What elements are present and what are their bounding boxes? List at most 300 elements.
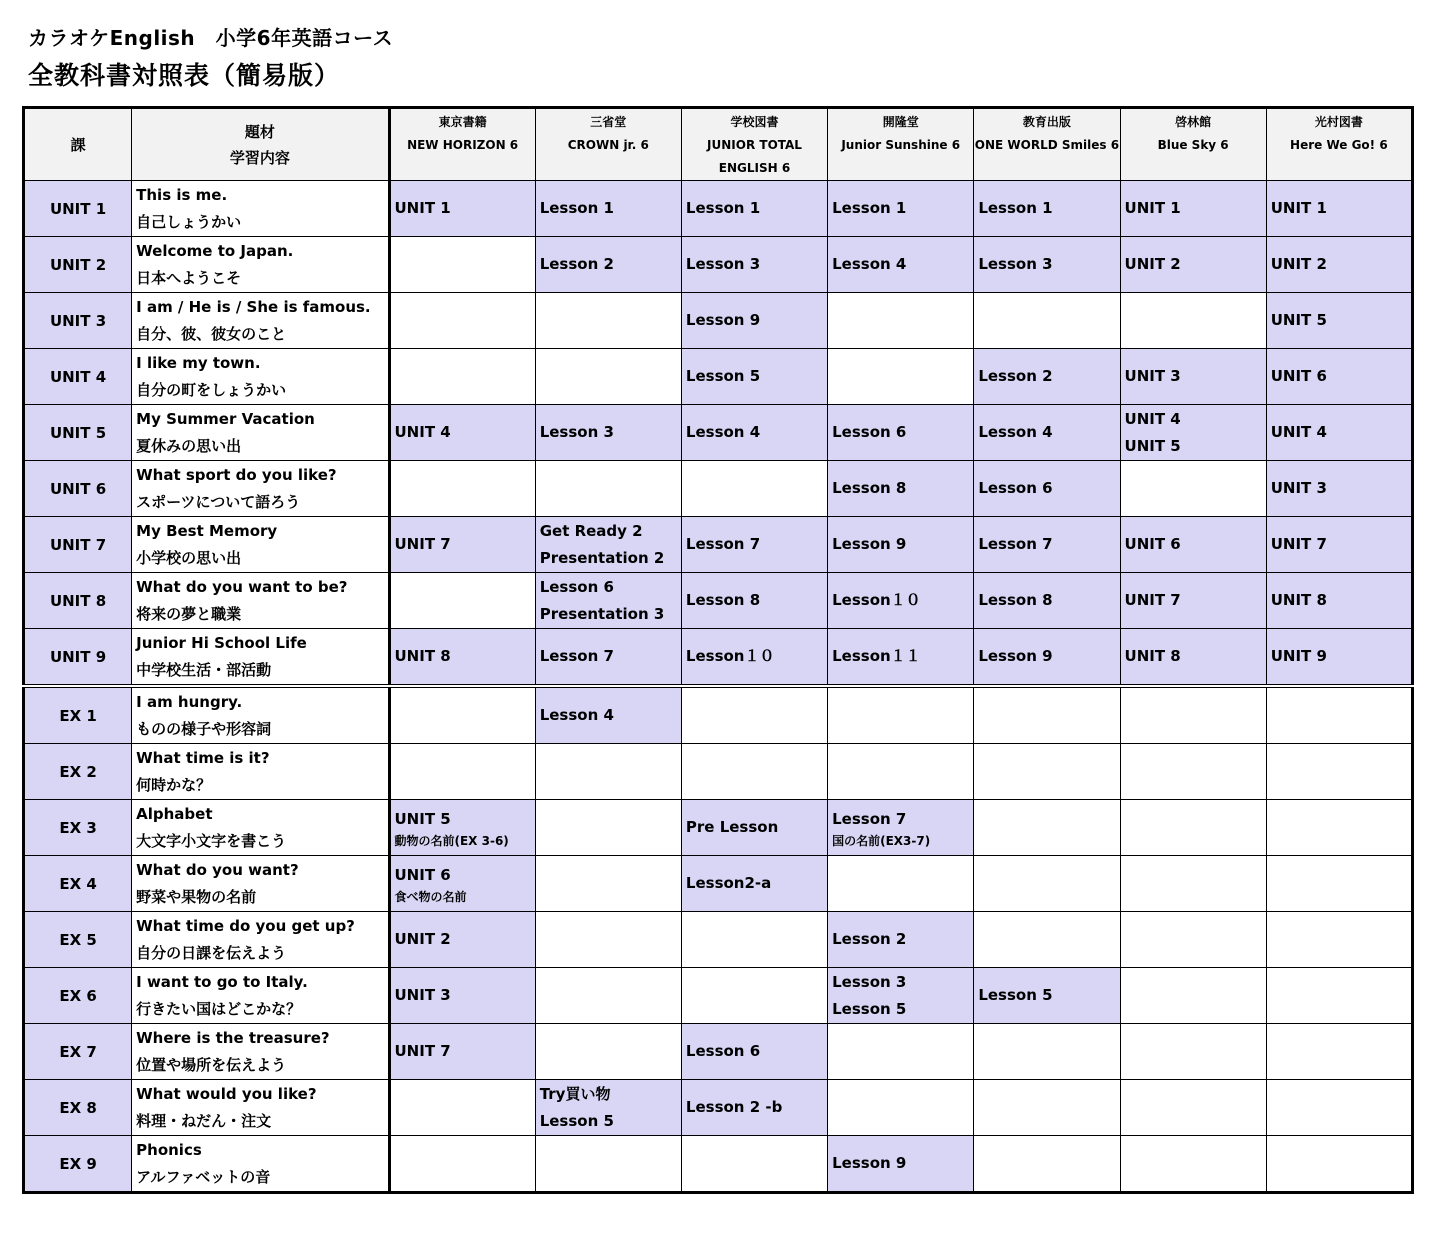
cell-lesson: Lesson 4	[832, 255, 907, 273]
cell-lesson: UNIT 6	[394, 865, 451, 884]
row-topic	[132, 1024, 389, 1080]
header-publisher: 開隆堂	[882, 115, 919, 129]
mapping-cell	[1266, 1080, 1412, 1136]
mapping-cell	[535, 461, 681, 517]
mapping-cell	[974, 800, 1120, 856]
mapping-cell	[828, 349, 974, 405]
mapping-cell	[974, 968, 1120, 1024]
row-unit-label: EX 4	[24, 856, 132, 912]
cell-lesson: Lesson 7	[685, 535, 761, 553]
header-book-title: JUNIOR TOTAL ENGLISH 6	[707, 138, 802, 175]
cell-lesson: UNIT 6	[1124, 535, 1181, 553]
mapping-cell	[535, 856, 681, 912]
row-unit-label: UNIT 2	[24, 237, 132, 293]
mapping-cell	[681, 237, 827, 293]
topic-japanese: ものの様子や形容詞	[136, 719, 272, 738]
cell-lesson: Lesson 3	[832, 972, 907, 991]
cell-lesson: UNIT 2	[1270, 255, 1327, 273]
header-book-title: ONE WORLD Smiles 6	[974, 138, 1120, 152]
mapping-cell	[1266, 968, 1412, 1024]
row-topic	[132, 461, 389, 517]
mapping-cell	[828, 1080, 974, 1136]
topic-japanese: 自分、彼、彼女のこと	[136, 324, 287, 343]
topic-japanese: 自己しょうかい	[136, 212, 242, 231]
topic-english: What sport do you like?	[136, 465, 337, 484]
topic-japanese: 何時かな？	[136, 775, 212, 794]
header-book-title: Here We Go! 6	[1290, 138, 1388, 152]
cell-lesson: UNIT 6	[1270, 367, 1327, 385]
mapping-cell	[1266, 1024, 1412, 1080]
header-book-title: Junior Sunshine 6	[841, 138, 961, 152]
mapping-cell	[389, 629, 535, 687]
mapping-cell	[828, 1136, 974, 1193]
mapping-cell	[389, 1136, 535, 1193]
mapping-cell	[974, 517, 1120, 573]
row-topic	[132, 856, 389, 912]
mapping-cell	[1266, 629, 1412, 687]
topic-english: My Best Memory	[136, 521, 278, 540]
cell-lesson: Lesson 6	[978, 479, 1053, 497]
topic-japanese: 夏休みの思い出	[136, 436, 242, 455]
row-topic	[132, 349, 389, 405]
mapping-cell	[681, 181, 827, 237]
table-row	[24, 293, 1413, 349]
table-row	[24, 517, 1413, 573]
cell-lesson: Lesson１０	[685, 647, 775, 665]
mapping-cell	[389, 912, 535, 968]
header-book-0	[389, 108, 535, 181]
mapping-cell	[828, 293, 974, 349]
mapping-cell	[1266, 912, 1412, 968]
row-topic	[132, 1080, 389, 1136]
cell-lesson: Lesson１０	[832, 591, 921, 609]
row-unit-label: UNIT 5	[24, 405, 132, 461]
mapping-cell	[1120, 629, 1266, 687]
row-topic	[132, 573, 389, 629]
cell-lesson: UNIT 2	[1124, 255, 1181, 273]
cell-lesson: Lesson 2	[832, 930, 907, 948]
table-row	[24, 573, 1413, 629]
cell-lesson: Lesson 1	[685, 199, 761, 217]
topic-english: I like my town.	[136, 353, 261, 372]
topic-english: My Summer Vacation	[136, 409, 315, 428]
row-topic	[132, 968, 389, 1024]
mapping-cell	[1266, 517, 1412, 573]
mapping-cell	[389, 293, 535, 349]
mapping-cell	[681, 1024, 827, 1080]
topic-japanese: 日本へようこそ	[136, 268, 242, 287]
header-book-2	[681, 108, 827, 181]
cell-lesson: UNIT 3	[1124, 367, 1181, 385]
topic-english: Welcome to Japan.	[136, 241, 294, 260]
cell-lesson: Lesson 2 -b	[685, 1098, 783, 1116]
mapping-cell	[681, 573, 827, 629]
cell-lesson: UNIT 3	[1270, 479, 1327, 497]
cell-lesson: Lesson 4	[539, 706, 614, 724]
cell-note: 食べ物の名前	[394, 889, 467, 904]
cell-lesson: Lesson 5	[685, 367, 761, 385]
mapping-cell	[535, 517, 681, 573]
mapping-cell	[389, 1080, 535, 1136]
topic-japanese: 料理・ねだん・注文	[136, 1111, 272, 1130]
mapping-cell	[681, 461, 827, 517]
mapping-cell	[535, 181, 681, 237]
cell-lesson: UNIT 5	[1124, 436, 1181, 455]
topic-japanese: 将来の夢と職業	[136, 604, 242, 623]
mapping-cell	[389, 237, 535, 293]
topic-japanese: 大文字小文字を書こう	[136, 831, 287, 850]
topic-english: Where is the treasure?	[136, 1028, 330, 1047]
mapping-cell	[389, 461, 535, 517]
mapping-cell	[389, 517, 535, 573]
cell-lesson: Lesson 3	[978, 255, 1053, 273]
topic-english: I am / He is / She is famous.	[136, 297, 371, 316]
cell-lesson: Presentation 2	[539, 548, 665, 567]
cell-lesson: Pre Lesson	[685, 818, 779, 836]
cell-lesson: UNIT 3	[394, 986, 451, 1004]
mapping-cell	[681, 968, 827, 1024]
cell-lesson: UNIT 5	[1270, 311, 1327, 329]
mapping-cell	[1266, 1136, 1412, 1193]
topic-english: What time do you get up?	[136, 916, 355, 935]
mapping-cell	[681, 405, 827, 461]
table-row	[24, 744, 1413, 800]
cell-lesson: UNIT 4	[1270, 423, 1327, 441]
header-book-1	[535, 108, 681, 181]
cell-note: 国の名前(EX3-7)	[832, 833, 931, 848]
row-unit-label: UNIT 8	[24, 573, 132, 629]
cell-lesson: Lesson 2	[539, 255, 614, 273]
topic-english: I want to go to Italy.	[136, 972, 308, 991]
row-topic	[132, 744, 389, 800]
mapping-cell	[681, 744, 827, 800]
mapping-cell	[535, 293, 681, 349]
mapping-cell	[389, 968, 535, 1024]
mapping-cell	[1120, 1024, 1266, 1080]
mapping-cell	[535, 1136, 681, 1193]
mapping-cell	[974, 1136, 1120, 1193]
topic-english: What do you want?	[136, 860, 299, 879]
mapping-cell	[828, 181, 974, 237]
mapping-cell	[535, 349, 681, 405]
mapping-cell	[1120, 293, 1266, 349]
table-row	[24, 800, 1413, 856]
mapping-cell	[828, 686, 974, 744]
page-subtitle: カラオケEnglish 小学6年英語コース	[28, 26, 394, 50]
mapping-cell	[681, 912, 827, 968]
topic-english: I am hungry.	[136, 692, 243, 711]
cell-lesson: Presentation 3	[539, 604, 665, 623]
mapping-cell	[974, 181, 1120, 237]
mapping-cell	[389, 744, 535, 800]
mapping-cell	[1120, 405, 1266, 461]
row-unit-label: EX 3	[24, 800, 132, 856]
cell-lesson: UNIT 1	[394, 199, 451, 217]
header-book-title: NEW HORIZON 6	[407, 138, 519, 152]
mapping-cell	[535, 629, 681, 687]
cell-lesson: UNIT 9	[1270, 647, 1327, 665]
topic-english: Alphabet	[136, 804, 213, 823]
topic-japanese: 野菜や果物の名前	[136, 887, 257, 906]
header-publisher: 三省堂	[590, 115, 627, 129]
row-unit-label: UNIT 3	[24, 293, 132, 349]
row-unit-label: EX 7	[24, 1024, 132, 1080]
mapping-cell	[1266, 686, 1412, 744]
header-publisher: 東京書籍	[438, 115, 487, 129]
row-topic	[132, 517, 389, 573]
row-topic	[132, 912, 389, 968]
cell-lesson: Lesson 4	[685, 423, 761, 441]
mapping-cell	[1266, 349, 1412, 405]
mapping-cell	[974, 405, 1120, 461]
mapping-cell	[681, 293, 827, 349]
cell-lesson: Lesson 8	[832, 479, 907, 497]
topic-japanese: スポーツについて語ろう	[136, 492, 301, 511]
table-row	[24, 237, 1413, 293]
header-book-4	[974, 108, 1120, 181]
row-unit-label: UNIT 9	[24, 629, 132, 687]
cell-lesson: Lesson 8	[685, 591, 761, 609]
cell-lesson: Lesson 9	[832, 1154, 907, 1172]
row-unit-label: EX 6	[24, 968, 132, 1024]
header-topic-line2: 学習内容	[229, 148, 290, 167]
mapping-cell	[681, 517, 827, 573]
cell-lesson: UNIT 5	[394, 809, 451, 828]
cell-lesson: Lesson 9	[832, 535, 907, 553]
cell-lesson: Lesson 6	[539, 577, 614, 596]
cell-lesson: UNIT 7	[1270, 535, 1327, 553]
table-row	[24, 968, 1413, 1024]
mapping-cell	[1266, 181, 1412, 237]
topic-english: What time is it?	[136, 748, 270, 767]
mapping-cell	[974, 686, 1120, 744]
cell-lesson: UNIT 1	[1270, 199, 1327, 217]
cell-lesson: UNIT 7	[1124, 591, 1181, 609]
cell-lesson: Get Ready 2	[539, 521, 643, 540]
table-row	[24, 686, 1413, 744]
topic-japanese: 小学校の思い出	[136, 548, 242, 567]
mapping-cell	[1266, 293, 1412, 349]
header-topic-line1: 題材	[244, 122, 275, 141]
cell-lesson: UNIT 8	[1270, 591, 1327, 609]
mapping-cell	[1266, 573, 1412, 629]
mapping-cell	[1120, 181, 1266, 237]
mapping-cell	[1266, 237, 1412, 293]
mapping-cell	[974, 912, 1120, 968]
cell-lesson: UNIT 4	[394, 423, 451, 441]
cell-note: 動物の名前(EX 3-6)	[394, 833, 509, 848]
mapping-cell	[974, 293, 1120, 349]
mapping-cell	[974, 744, 1120, 800]
row-topic	[132, 237, 389, 293]
mapping-cell	[1120, 744, 1266, 800]
row-unit-label: EX 5	[24, 912, 132, 968]
table-row	[24, 1024, 1413, 1080]
cell-lesson: Lesson 1	[539, 199, 614, 217]
cell-lesson: Lesson 5	[832, 999, 907, 1018]
mapping-cell	[389, 856, 535, 912]
mapping-cell	[828, 968, 974, 1024]
mapping-cell	[389, 800, 535, 856]
topic-japanese: 自分の町をしょうかい	[136, 380, 287, 399]
row-topic	[132, 181, 389, 237]
table-row	[24, 1136, 1413, 1193]
cell-lesson: Lesson 6	[685, 1042, 761, 1060]
cell-lesson: Lesson 5	[539, 1111, 614, 1130]
header-publisher: 学校図書	[730, 115, 779, 129]
mapping-cell	[1120, 686, 1266, 744]
cell-lesson: Lesson 7	[832, 809, 907, 828]
topic-japanese: 行きたい国はどこかな？	[136, 999, 302, 1018]
cell-lesson: Lesson 6	[832, 423, 907, 441]
row-unit-label: UNIT 1	[24, 181, 132, 237]
row-unit-label: EX 9	[24, 1136, 132, 1193]
mapping-cell	[389, 1024, 535, 1080]
mapping-cell	[828, 800, 974, 856]
mapping-cell	[1266, 405, 1412, 461]
cell-lesson: UNIT 2	[394, 930, 451, 948]
cell-lesson: Lesson 1	[832, 199, 907, 217]
table-body	[24, 181, 1413, 1193]
mapping-cell	[389, 181, 535, 237]
mapping-cell	[389, 405, 535, 461]
mapping-cell	[389, 349, 535, 405]
mapping-cell	[535, 1080, 681, 1136]
mapping-cell	[1120, 968, 1266, 1024]
cell-lesson: Try買い物	[539, 1084, 611, 1103]
mapping-cell	[681, 1080, 827, 1136]
topic-english: What do you want to be?	[136, 577, 348, 596]
mapping-cell	[681, 629, 827, 687]
topic-japanese: 位置や場所を伝えよう	[136, 1055, 287, 1074]
mapping-cell	[535, 968, 681, 1024]
header-unit: 課	[24, 108, 132, 181]
topic-english: Junior Hi School Life	[136, 633, 307, 652]
topic-english: What would you like?	[136, 1084, 317, 1103]
mapping-cell	[535, 744, 681, 800]
mapping-cell	[828, 1024, 974, 1080]
cell-lesson: Lesson 3	[685, 255, 761, 273]
mapping-cell	[535, 405, 681, 461]
mapping-cell	[974, 461, 1120, 517]
mapping-cell	[389, 686, 535, 744]
table-row	[24, 405, 1413, 461]
table-row	[24, 629, 1413, 687]
mapping-cell	[535, 800, 681, 856]
table-row	[24, 181, 1413, 237]
textbook-comparison-table	[22, 106, 1414, 1194]
topic-english: This is me.	[136, 185, 228, 204]
cell-lesson: Lesson 3	[539, 423, 614, 441]
row-topic	[132, 629, 389, 687]
table-row	[24, 461, 1413, 517]
cell-lesson: UNIT 7	[394, 535, 451, 553]
header-topic	[132, 108, 389, 181]
cell-lesson: UNIT 1	[1124, 199, 1181, 217]
mapping-cell	[681, 349, 827, 405]
cell-lesson: Lesson 9	[978, 647, 1053, 665]
row-topic	[132, 1136, 389, 1193]
mapping-cell	[535, 573, 681, 629]
cell-lesson: UNIT 7	[394, 1042, 451, 1060]
table-row	[24, 349, 1413, 405]
mapping-cell	[1266, 744, 1412, 800]
row-unit-label: UNIT 6	[24, 461, 132, 517]
mapping-cell	[1120, 517, 1266, 573]
table-row	[24, 856, 1413, 912]
topic-english: Phonics	[136, 1140, 202, 1159]
mapping-cell	[535, 912, 681, 968]
cell-lesson: UNIT 8	[394, 647, 451, 665]
header-publisher: 啓林館	[1175, 115, 1212, 129]
cell-lesson: UNIT 8	[1124, 647, 1181, 665]
mapping-cell	[828, 912, 974, 968]
header-book-title: CROWN jr. 6	[567, 138, 649, 152]
row-unit-label: UNIT 4	[24, 349, 132, 405]
cell-lesson: Lesson 2	[978, 367, 1053, 385]
table-row	[24, 912, 1413, 968]
row-topic	[132, 405, 389, 461]
topic-japanese: アルファベットの音	[136, 1167, 271, 1186]
mapping-cell	[828, 744, 974, 800]
mapping-cell	[681, 800, 827, 856]
mapping-cell	[974, 1024, 1120, 1080]
row-unit-label: UNIT 7	[24, 517, 132, 573]
mapping-cell	[535, 1024, 681, 1080]
header-book-6	[1266, 108, 1412, 181]
mapping-cell	[974, 237, 1120, 293]
mapping-cell	[828, 856, 974, 912]
mapping-cell	[1266, 461, 1412, 517]
mapping-cell	[1120, 800, 1266, 856]
mapping-cell	[535, 237, 681, 293]
row-unit-label: EX 1	[24, 686, 132, 744]
mapping-cell	[828, 629, 974, 687]
row-unit-label: EX 8	[24, 1080, 132, 1136]
mapping-cell	[389, 573, 535, 629]
mapping-cell	[974, 1080, 1120, 1136]
mapping-cell	[828, 405, 974, 461]
table-row	[24, 1080, 1413, 1136]
header-book-title: Blue Sky 6	[1157, 138, 1229, 152]
mapping-cell	[1266, 800, 1412, 856]
mapping-cell	[1120, 349, 1266, 405]
cell-lesson: Lesson2-a	[685, 874, 772, 892]
mapping-cell	[1120, 461, 1266, 517]
cell-lesson: Lesson 1	[978, 199, 1053, 217]
header-publisher: 光村図書	[1314, 115, 1363, 129]
page-title: 全教科書対照表（簡易版）	[28, 61, 341, 90]
mapping-cell	[1120, 912, 1266, 968]
header-book-3	[828, 108, 974, 181]
cell-lesson: Lesson 5	[978, 986, 1053, 1004]
mapping-cell	[974, 856, 1120, 912]
topic-japanese: 自分の日課を伝えよう	[136, 943, 287, 962]
mapping-cell	[828, 237, 974, 293]
mapping-cell	[1120, 237, 1266, 293]
mapping-cell	[1120, 1136, 1266, 1193]
header-publisher: 教育出版	[1022, 115, 1071, 129]
cell-lesson: Lesson 7	[539, 647, 614, 665]
topic-japanese: 中学校生活・部活動	[136, 660, 272, 679]
row-topic	[132, 800, 389, 856]
mapping-cell	[1120, 573, 1266, 629]
cell-lesson: Lesson 7	[978, 535, 1053, 553]
cell-lesson: Lesson 9	[685, 311, 761, 329]
mapping-cell	[974, 573, 1120, 629]
header-book-5	[1120, 108, 1266, 181]
mapping-cell	[974, 629, 1120, 687]
